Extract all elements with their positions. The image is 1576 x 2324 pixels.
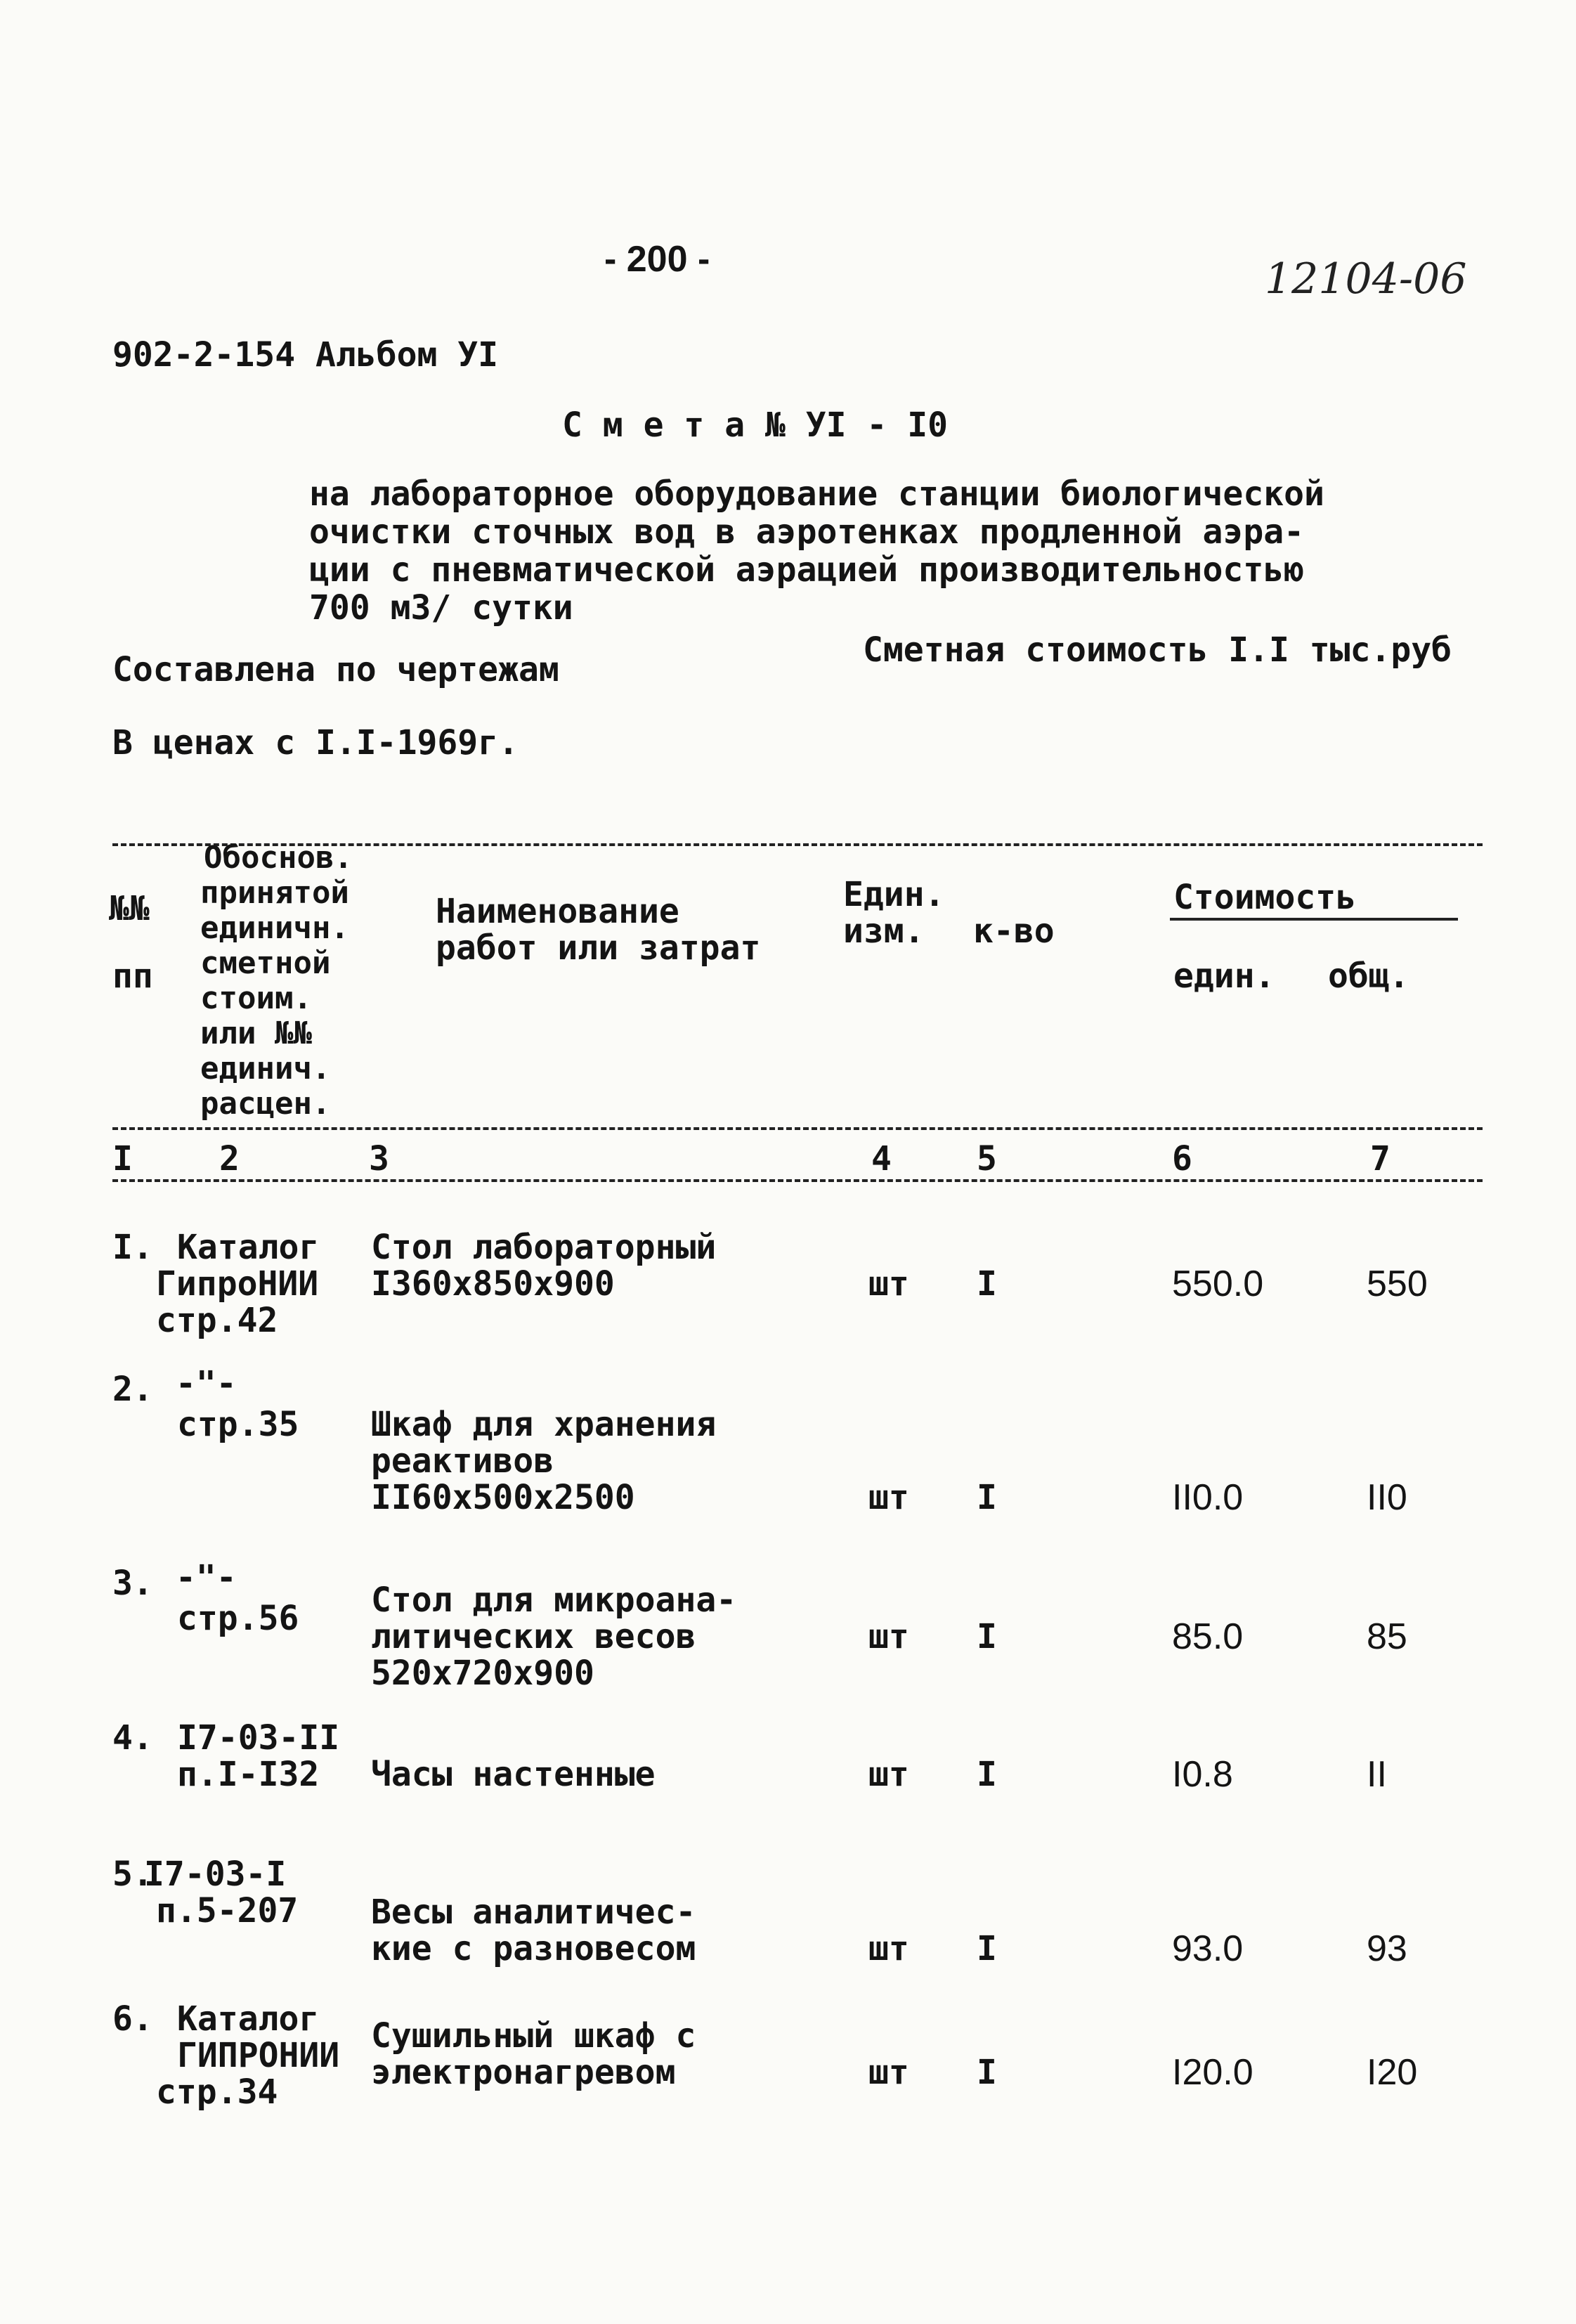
estimated-cost: Сметная стоимость I.I тыс.руб [863,630,1452,670]
page-number: - 200 - [604,239,710,280]
header-cost-unit: един. [1173,956,1275,996]
subtitle-line: на лабораторное оборудование станции биологической [309,474,1324,514]
header-bottom-rule [112,1127,1483,1130]
compiled-by: Составлена по чертежам [112,650,559,689]
subtitle-line: очистки сточных вод в аэротенках продленной аэра- [309,512,1305,552]
header-cost: Стоимость [1173,878,1357,917]
prices-from: В ценах с I.I-1969г. [112,723,519,762]
subtitle-line: ции с пневматической аэрацией производительностью [309,550,1305,590]
estimate-title: С м е т а № УI - I0 [562,405,949,445]
header-cost-total: общ. [1328,956,1409,996]
cost-underline [1170,918,1458,921]
archive-number: 12104-06 [1265,254,1467,304]
column-numbers-rule [112,1179,1483,1182]
album-label: 902-2-154 Альбом УI [112,335,499,375]
subtitle-line: 700 м3/ сутки [309,588,573,628]
header-qty: к-во [973,911,1055,951]
